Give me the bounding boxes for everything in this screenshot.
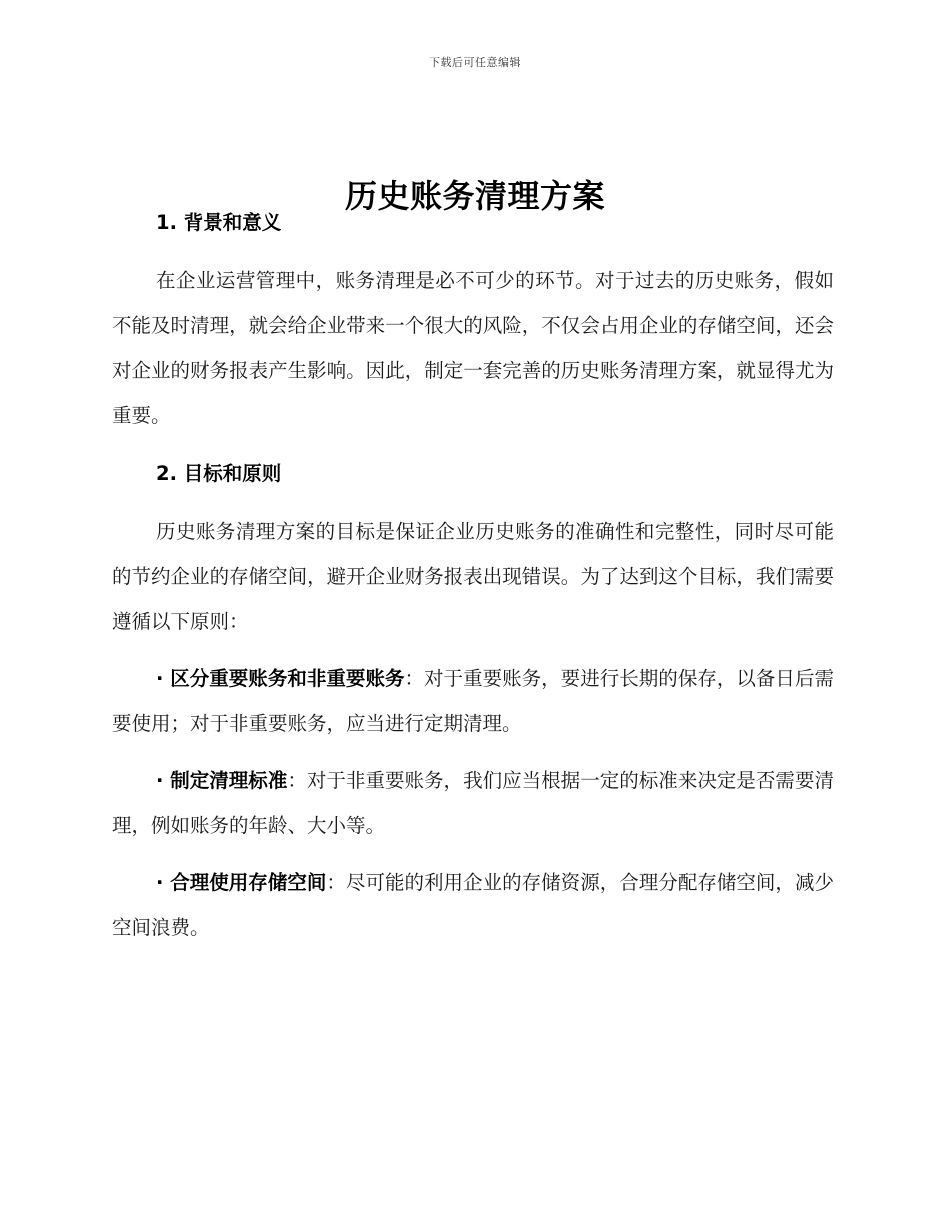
section-heading-background: 1. 背景和意义 <box>156 211 282 234</box>
principle-title: · 制定清理标准 <box>156 769 288 792</box>
principle-item <box>112 656 834 746</box>
document-body <box>112 200 834 950</box>
principle-text: ：对于非重要账务，我们应当根据一定的标准来决定是否需要清理，例如账务的年龄、大小等。 <box>112 769 834 837</box>
section-heading-goals: 2. 目标和原则 <box>156 462 282 485</box>
principle-title: · 合理使用存储空间 <box>156 871 327 894</box>
principle-item <box>112 758 834 848</box>
principle-item <box>112 860 834 950</box>
goals-paragraph: 历史账务清理方案的目标是保证企业历史账务的准确性和完整性，同时尽可能的节约企业的存储空间，避开企业财务报表出现错误。为了达到这个目标，我们需要遵循以下原则： <box>112 520 834 633</box>
document-title: 历史账务清理方案 <box>344 177 605 216</box>
principle-title: · 区分重要账务和非重要账务 <box>156 667 405 690</box>
page-header-note: 下载后可任意编辑 <box>429 56 521 69</box>
principle-text: ：对于重要账务，要进行长期的保存，以备日后需要使用；对于非重要账务，应当进行定期清理。 <box>112 667 834 735</box>
principle-text: ：尽可能的利用企业的存储资源，合理分配存储空间，减少空间浪费。 <box>112 871 834 939</box>
background-paragraph: 在企业运营管理中，账务清理是必不可少的环节。对于过去的历史账务，假如不能及时清理，就会给企业带来一个很大的风险，不仅会占用企业的存储空间，还会对企业的财务报表产生影响。因此，制定一套完善的历史账务清理方案，就显得尤为重要。 <box>112 269 834 427</box>
